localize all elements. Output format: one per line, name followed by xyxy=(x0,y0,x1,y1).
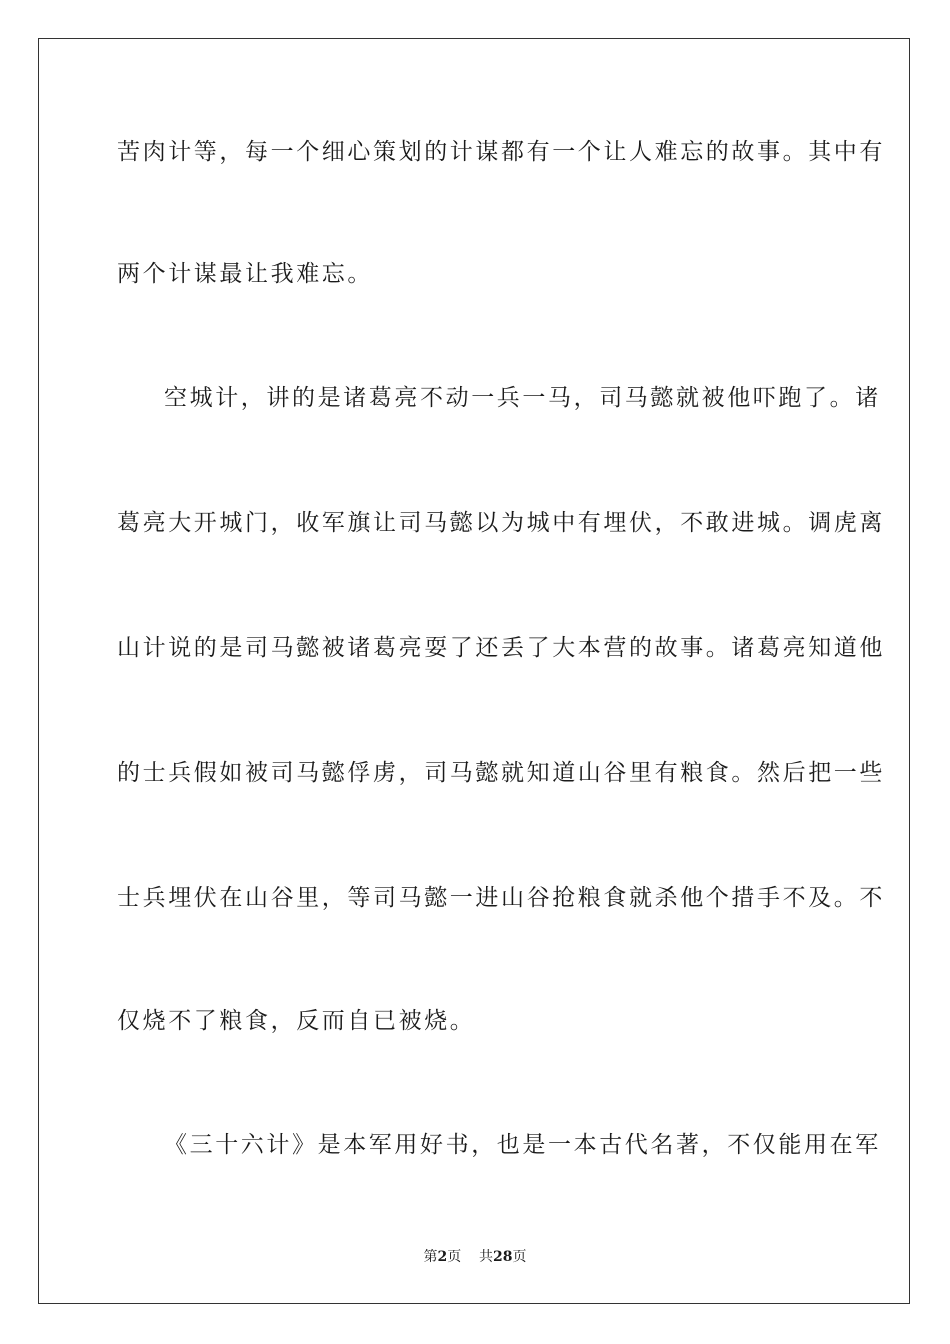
total-suffix: 页 xyxy=(512,1249,527,1265)
page-total: 28 xyxy=(493,1249,513,1265)
text-line-8: 仅烧不了粮食，反而自已被烧。 xyxy=(117,1008,476,1034)
text-line-9: 《三十六计》是本军用好书，也是一本古代名著，不仅能用在军 xyxy=(164,1132,881,1158)
total-prefix: 共 xyxy=(479,1249,494,1265)
text-line-6: 的士兵假如被司马懿俘虏，司马懿就知道山谷里有粮食。然后把一些 xyxy=(117,760,885,786)
page-border xyxy=(38,38,910,1304)
text-line-3: 空城计，讲的是诸葛亮不动一兵一马，司马懿就被他吓跑了。诸 xyxy=(164,385,881,411)
page-footer xyxy=(0,1248,950,1266)
text-line-2: 两个计谋最让我难忘。 xyxy=(117,261,373,287)
text-line-5: 山计说的是司马懿被诸葛亮耍了还丢了大本营的故事。诸葛亮知道他 xyxy=(117,635,885,661)
text-line-1: 苦肉计等，每一个细心策划的计谋都有一个让人难忘的故事。其中有 xyxy=(117,139,885,165)
text-line-4: 葛亮大开城门，收军旗让司马懿以为城中有埋伏，不敢进城。调虎离 xyxy=(117,510,885,536)
page-suffix: 页 xyxy=(447,1249,462,1265)
page-current: 2 xyxy=(437,1249,448,1265)
page-prefix: 第 xyxy=(423,1249,438,1265)
text-line-7: 士兵埋伏在山谷里，等司马懿一进山谷抢粮食就杀他个措手不及。不 xyxy=(117,885,885,911)
